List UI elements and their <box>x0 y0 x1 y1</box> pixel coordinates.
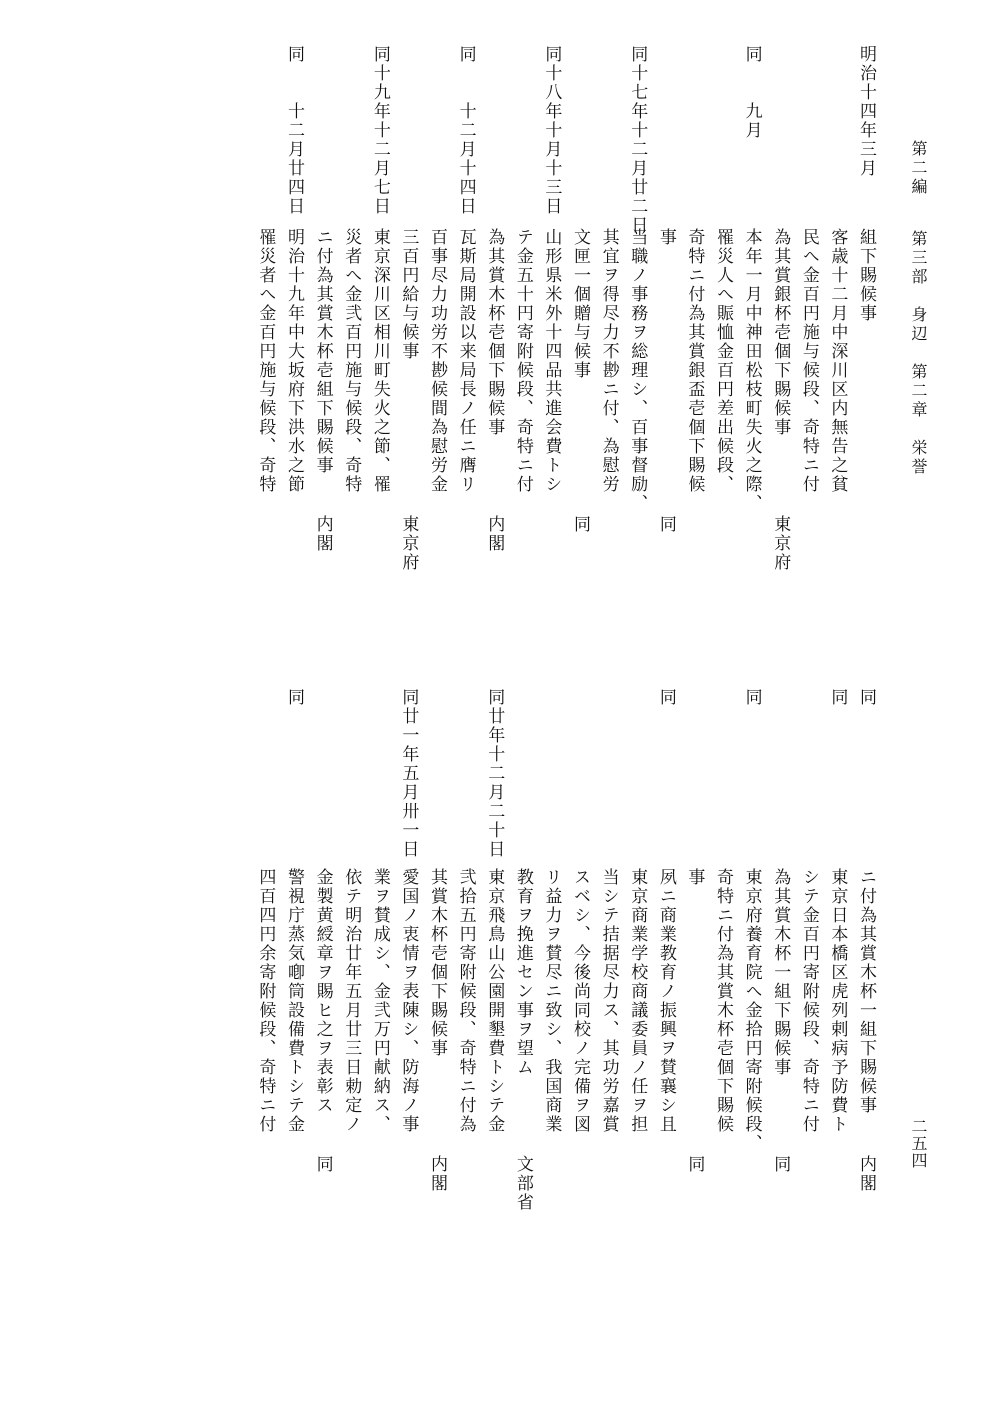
entry-text-line: 四百四円余寄附候段、奇特ニ付 <box>255 868 276 1134</box>
entry-date: 同 <box>856 688 876 707</box>
entry-text-line: スベシ、今後尚同校ノ完備ヲ図 <box>570 868 590 1134</box>
entry-date: 同十九年十二月七日 <box>369 45 390 216</box>
entry-text-line: 瓦斯局開設以来局長ノ任ニ膺リ <box>455 228 476 494</box>
entry-text-line: リ益力ヲ賛尽ニ致シ、我国商業 <box>541 868 562 1134</box>
entry-date: 同 十二月廿四日 <box>284 45 304 216</box>
entry-date: 同 十二月十四日 <box>455 45 476 216</box>
entry-text-line: 東京飛鳥山公園開墾費トシテ金 <box>484 868 505 1134</box>
page-number: 二五四 <box>909 1118 928 1169</box>
entry-date: 同廿一年五月卅一日 <box>398 688 419 859</box>
issuing-authority: 内閣 <box>484 515 505 553</box>
issuing-authority: 同 <box>770 1155 791 1174</box>
issuing-authority: 東京府 <box>770 515 791 572</box>
entry-text-line: 東京商業学校商議委員ノ任ヲ担 <box>627 868 648 1134</box>
entry-text-line: 其宜ヲ得尽力不尠ニ付、為慰労 <box>598 228 619 494</box>
entry-text-line: 其賞木杯壱個下賜候事 <box>427 868 447 1058</box>
entry-text-line: 奇特ニ付為其賞銀盃壱個下賜候 <box>684 228 705 494</box>
issuing-authority: 内閣 <box>856 1155 876 1193</box>
entry-text-line: 夙ニ商業教育ノ振興ヲ賛襄シ且 <box>655 868 676 1134</box>
entry-text-line: ニ付為其賞木杯一組下賜候事 <box>856 868 876 1115</box>
entry-date: 同 <box>827 688 848 707</box>
entry-text-line: 本年一月中神田松枝町失火之際、 <box>741 228 762 513</box>
entry-text-line: 三百円給与候事 <box>398 228 419 361</box>
entry-text-line: ニ付為其賞木杯壱組下賜候事 <box>312 228 333 475</box>
entry-text-line: 金製黄綬章ヲ賜ヒ之ヲ表彰ス <box>312 868 333 1115</box>
entry-date: 同廿年十二月二十日 <box>484 688 505 859</box>
entry-text-line: 教育ヲ挽進セン事ヲ望ム <box>512 868 533 1077</box>
entry-text-line: 事 <box>684 868 705 887</box>
entry-text-line: 為其賞木杯一組下賜候事 <box>770 868 791 1077</box>
issuing-authority: 同 <box>684 1155 705 1174</box>
entry-text-line: 罹災人へ賑恤金百円差出候段、 <box>713 228 733 494</box>
entry-text-line: 当職ノ事務ヲ総理シ、百事督励、 <box>627 228 648 513</box>
entry-text-line: 東京府養育院へ金拾円寄附候段、 <box>741 868 762 1153</box>
issuing-authority: 東京府 <box>398 515 419 572</box>
entry-date: 同十七年十二月廿二日 <box>627 45 648 235</box>
entry-text-line: 罹災者へ金百円施与候段、奇特 <box>255 228 276 494</box>
entry-text-line: 民へ金百円施与候段、奇特ニ付 <box>798 228 819 494</box>
issuing-authority: 内閣 <box>427 1155 447 1193</box>
section-heading: 第三部 身辺 第二章 栄誉 <box>909 230 928 477</box>
entry-date: 同十八年十月十三日 <box>541 45 562 216</box>
entry-date: 明治十四年三月 <box>856 45 876 178</box>
entry-text-line: 事 <box>655 228 676 247</box>
issuing-authority: 内閣 <box>312 515 333 553</box>
volume-heading: 第二編 <box>909 140 928 197</box>
entry-date: 同 九月 <box>741 45 762 140</box>
entry-text-line: 文匣一個贈与候事 <box>570 228 590 380</box>
entry-date: 同 <box>741 688 762 707</box>
entry-text-line: 依テ明治廿年五月廿三日勅定ノ <box>341 868 362 1134</box>
entry-text-line: 当シテ拮据尽力ス、其功労嘉賞 <box>598 868 619 1134</box>
entry-text-line: 百事尽力功労不尠候間為慰労金 <box>427 228 447 494</box>
entry-date: 同 <box>284 688 304 707</box>
entry-text-line: 東京深川区相川町失火之節、罹 <box>369 228 390 494</box>
issuing-authority: 同 <box>655 515 676 534</box>
entry-text-line: 東京日本橋区虎列剌病予防費ト <box>827 868 848 1134</box>
entry-text-line: 組下賜候事 <box>856 228 876 323</box>
entry-text-line: 愛国ノ衷情ヲ表陳シ、防海ノ事 <box>398 868 419 1134</box>
entry-text-line: 警視庁蒸気喞筒設備費トシテ金 <box>284 868 304 1134</box>
entry-text-line: テ金五十円寄附候段、奇特ニ付 <box>512 228 533 494</box>
issuing-authority: 文部省 <box>512 1155 533 1212</box>
entry-text-line: 客歳十二月中深川区内無告之貧 <box>827 228 848 494</box>
entry-text-line: 奇特ニ付為其賞木杯壱個下賜候 <box>713 868 733 1134</box>
entry-date: 同 <box>655 688 676 707</box>
entry-text-line: 山形県米外十四品共進会費トシ <box>541 228 562 494</box>
issuing-authority: 同 <box>312 1155 333 1174</box>
entry-text-line: シテ金百円寄附候段、奇特ニ付 <box>798 868 819 1134</box>
entry-text-line: 為其賞木杯壱個下賜候事 <box>484 228 505 437</box>
issuing-authority: 同 <box>570 515 590 534</box>
entry-text-line: 業ヲ賛成シ、金弐万円献納ス、 <box>369 868 390 1134</box>
entry-text-line: 明治十九年中大坂府下洪水之節 <box>284 228 304 494</box>
entry-text-line: 為其賞銀杯壱個下賜候事 <box>770 228 791 437</box>
entry-text-line: 弐拾五円寄附候段、奇特ニ付為 <box>455 868 476 1134</box>
entry-text-line: 災者へ金弐百円施与候段、奇特 <box>341 228 362 494</box>
